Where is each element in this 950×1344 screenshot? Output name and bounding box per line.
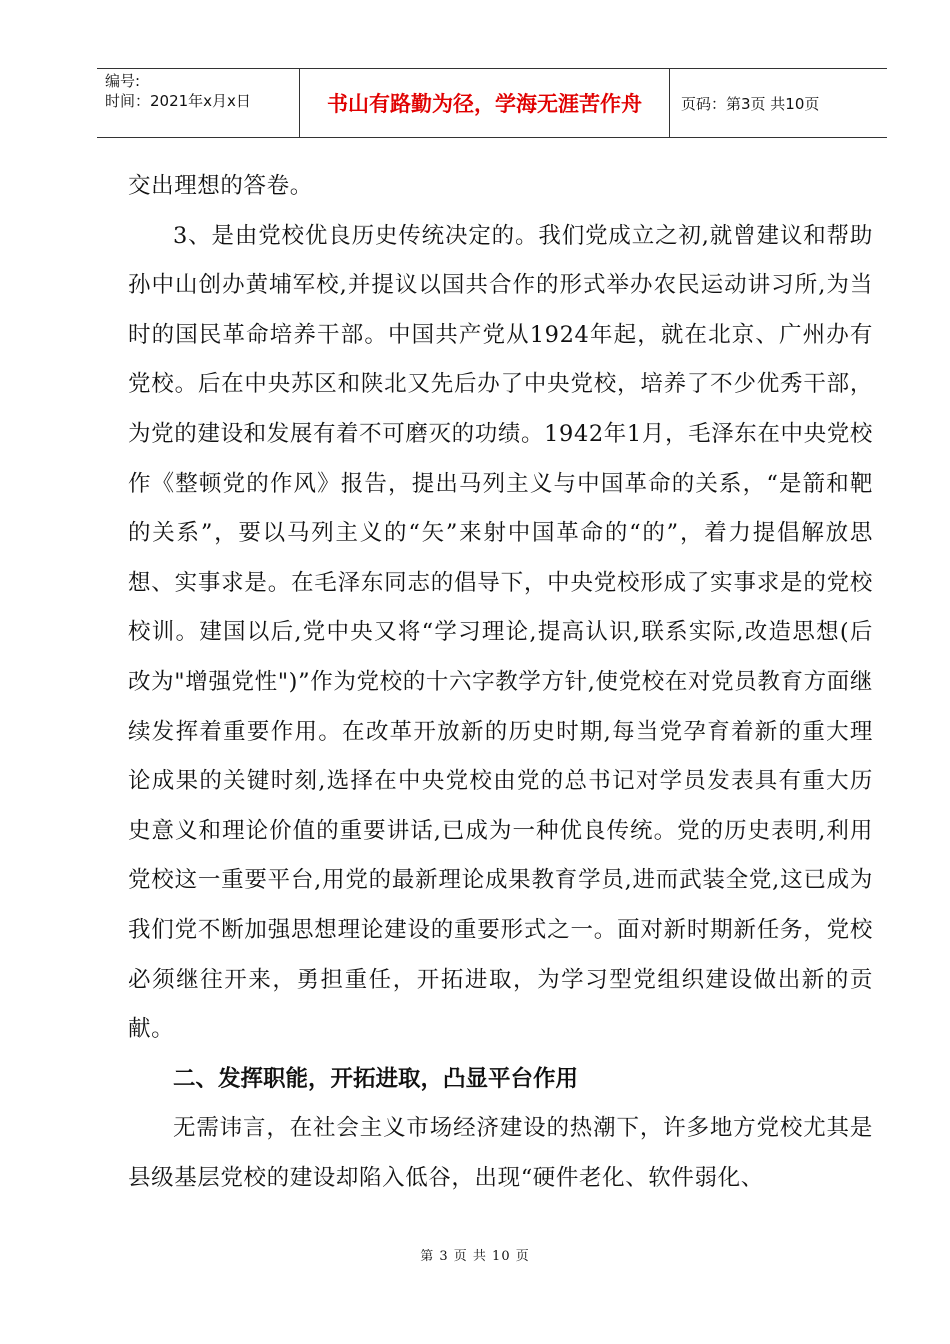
document-body — [128, 162, 873, 1203]
paragraph: 无需讳言，在社会主义市场经济建设的热潮下，许多地方党校尤其是县级基层党校的建设却陷入低谷，出现“硬件老化、软件弱化、 — [128, 1115, 873, 1191]
paragraph: 交出理想的答卷。 — [128, 173, 313, 199]
header-meta — [105, 71, 305, 111]
page-header — [97, 68, 887, 138]
header-divider — [669, 69, 670, 137]
page-footer: 第 3 页 共 10 页 — [420, 1249, 530, 1264]
header-page-code: 页码：第3页 共10页 — [681, 94, 820, 113]
document-date: 时间：2021年x月x日 — [105, 92, 251, 110]
document-number: 编号: — [105, 72, 141, 90]
header-motto: 书山有路勤为径，学海无涯苦作舟 — [327, 92, 642, 116]
section-heading: 二、发挥职能，开拓进取，凸显平台作用 — [173, 1065, 579, 1092]
paragraph: 3、是由党校优良历史传统决定的。我们党成立之初,就曾建议和帮助孙中山创办黄埔军校,并提议以国共合作的形式举办农民运动讲习所,为当时的国民革命培养干部。中国共产党从1924年起，就在北京、广州办有党校。后在中央苏区和陕北又先后办了中央党校，培养了不少优秀干部，为党的建设和发展有着不可磨灭的功绩。1942年1月，毛泽东在中央党校作《整顿党的作风》报告，提出马列主义与中国革命的关系，“是箭和靶的关系”，要以马列主义的“矢”来射中国革命的“的”，着力提倡解放思想、实事求是。在毛泽东同志的倡导下，中央党校形成了实事求是的党校校训。建国以后,党中央又将“学习理论,提高认识,联系实际,改造思想(后改为"增强党性")”作为党校的十六字教学方针,使党校在对党员教育方面继续发挥着重要作用。在改革开放新的历史时期,每当党孕育着新的重大理论成果的关键时刻,选择在中央党校由党的总书记对学员发表具有重大历史意义和理论价值的重要讲话,已成为一种优良传统。党的历史表明,利用党校这一重要平台,用党的最新理论成果教育学员,进而武装全党,这已成为我们党不断加强思想理论建设的重要形式之一。面对新时期新任务，党校必须继往开来，勇担重任，开拓进取，为学习型党组织建设做出新的贡献。 — [128, 222, 873, 1043]
